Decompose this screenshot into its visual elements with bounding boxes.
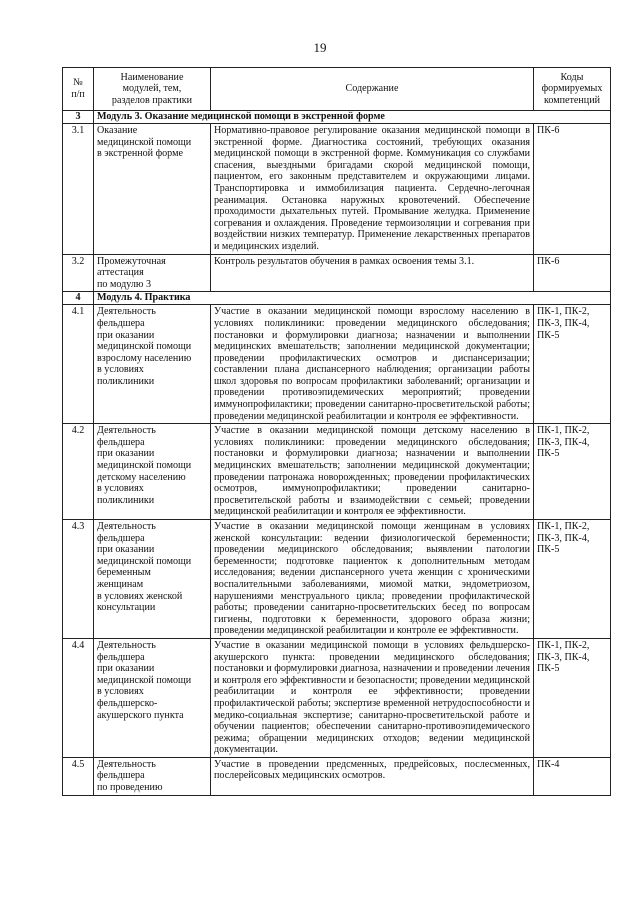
header-num: № п/п — [63, 68, 94, 111]
topic-content: Участие в оказании медицинской помощи женщинам в условиях женской консультации: ведении физиологической беременности; проведении медицинского обследования; выявлении патологии беременности; подготовке пациенток к дополнительным методам исследования; ведении диспансерного учета женщин с хроническими воспалительными заболеваниями, миомой матки, эндометриозом, нарушениями менструального цикла; проведении профилактической работы; проведении санитарно-просветительских бесед по вопросам гигиены, подготовки к беременности, здорового образа жизни; проведении медицинской реабилитации и контроле ее эффективности. — [211, 520, 534, 639]
topic-name: Деятельность фельдшера при оказании медицинской помощи взрослому населению в условиях поликлиники — [94, 305, 211, 424]
topic-row — [63, 305, 611, 424]
topic-content: Участие в оказании медицинской помощи детскому населению в условиях поликлиники: проведении медицинского обследования; постановки и формулировки диагноза; назначении и выполнении медицинских вмешательств; заполнении медицинской документации; проведении патронажа новорожденных; проведении профилактических осмотров, иммунопрофилактики; проведении санитарно-просветительской работы и взаимодействии с семьей; проведении медицинской реабилитации и контроля ее эффективности. — [211, 424, 534, 520]
header-row — [63, 68, 611, 111]
topic-codes: ПК-1, ПК-2, ПК-3, ПК-4, ПК-5 — [534, 305, 611, 424]
topic-name: Промежуточная аттестация по модулю 3 — [94, 254, 211, 292]
topic-row — [63, 424, 611, 520]
program-table — [62, 67, 611, 796]
topic-codes: ПК-6 — [534, 124, 611, 255]
topic-name: Деятельность фельдшера при оказании медицинской помощи в условиях фельдшерско- акушерского пункта — [94, 638, 211, 757]
topic-number: 4.4 — [63, 638, 94, 757]
topic-content: Участие в оказании медицинской помощи взрослому населению в условиях поликлиники: проведении медицинского обследования; постановки и формулировки диагноза; назначении и выполнении медицинских вмешательств; заполнении медицинской документации; проведении профилактических осмотров и диспансеризации; составлении плана диспансерного наблюдения; организации работы школ здоровья по вопросам профилактики заболеваний; организации и проведении противоэпидемических мероприятий; проведении иммунопрофилактики; проведении санитарно-просветительской работы; проведении медицинской реабилитации и контроля ее эффективности. — [211, 305, 534, 424]
section-number: 3 — [63, 111, 94, 124]
topic-number: 3.1 — [63, 124, 94, 255]
topic-codes: ПК-1, ПК-2, ПК-3, ПК-4, ПК-5 — [534, 638, 611, 757]
topic-codes: ПК-1, ПК-2, ПК-3, ПК-4, ПК-5 — [534, 424, 611, 520]
section-number: 4 — [63, 292, 94, 305]
topic-name: Оказание медицинской помощи в экстренной форме — [94, 124, 211, 255]
topic-row — [63, 757, 611, 795]
header-content: Содержание — [211, 68, 534, 111]
topic-number: 3.2 — [63, 254, 94, 292]
topic-content: Нормативно-правовое регулирование оказания медицинской помощи в экстренной форме. Диагностика состояний, требующих оказания медицинской помощи в экстренной форме. Коммуникация со службами спасения, выездными бригадами скорой медицинской помощи, пациентом, его законным представителем и окружающими лицами. Транспортировка и иммобилизация пациента. Сердечно-легочная реанимация. Остановка наружных кровотечений. Обеспечение проходимости дыхательных путей. Промывание желудка. Применение согревания и охлаждения. Проведение термоизоляции и согревания при воздействии низких температур. Применение лекарственных препаратов и медицинских изделий. — [211, 124, 534, 255]
section-title: Модуль 3. Оказание медицинской помощи в экстренной форме — [94, 111, 611, 124]
topic-number: 4.5 — [63, 757, 94, 795]
header-codes: Коды формируемых компетенций — [534, 68, 611, 111]
topic-codes: ПК-6 — [534, 254, 611, 292]
header-name: Наименование модулей, тем, разделов практики — [94, 68, 211, 111]
topic-number: 4.3 — [63, 520, 94, 639]
section-row — [63, 111, 611, 124]
section-title: Модуль 4. Практика — [94, 292, 611, 305]
topic-codes: ПК-4 — [534, 757, 611, 795]
topic-row — [63, 254, 611, 292]
topic-row — [63, 638, 611, 757]
topic-name: Деятельность фельдшера по проведению — [94, 757, 211, 795]
table-body — [63, 111, 611, 796]
page-number: 19 — [313, 40, 327, 55]
topic-content: Участие в проведении предсменных, предрейсовых, послесменных, послерейсовых медицинских осмотров. — [211, 757, 534, 795]
topic-row — [63, 520, 611, 639]
topic-codes: ПК-1, ПК-2, ПК-3, ПК-4, ПК-5 — [534, 520, 611, 639]
topic-row — [63, 124, 611, 255]
topic-content: Контроль результатов обучения в рамках освоения темы 3.1. — [211, 254, 534, 292]
topic-name: Деятельность фельдшера при оказании медицинской помощи беременным женщинам в условиях женской консультации — [94, 520, 211, 639]
topic-content: Участие в оказании медицинской помощи в условиях фельдшерско-акушерского пункта: проведении медицинского обследования; постановки и формулировки диагноза, назначении и проведении лечения и контроля его эффективности и безопасности; проведении медицинской реабилитации и контроля ее эффективности; проведении профилактической работы; экспертизе временной нетрудоспособности и медико-социальная экспертизе; санитарно-просветительской работе и обучении пациентов; обеспечении санитарно-противоэпидемического режима; обращении медицинских отходов; ведении медицинской документации. — [211, 638, 534, 757]
topic-number: 4.1 — [63, 305, 94, 424]
topic-name: Деятельность фельдшера при оказании медицинской помощи детскому населению в условиях поликлиники — [94, 424, 211, 520]
topic-number: 4.2 — [63, 424, 94, 520]
section-row — [63, 292, 611, 305]
